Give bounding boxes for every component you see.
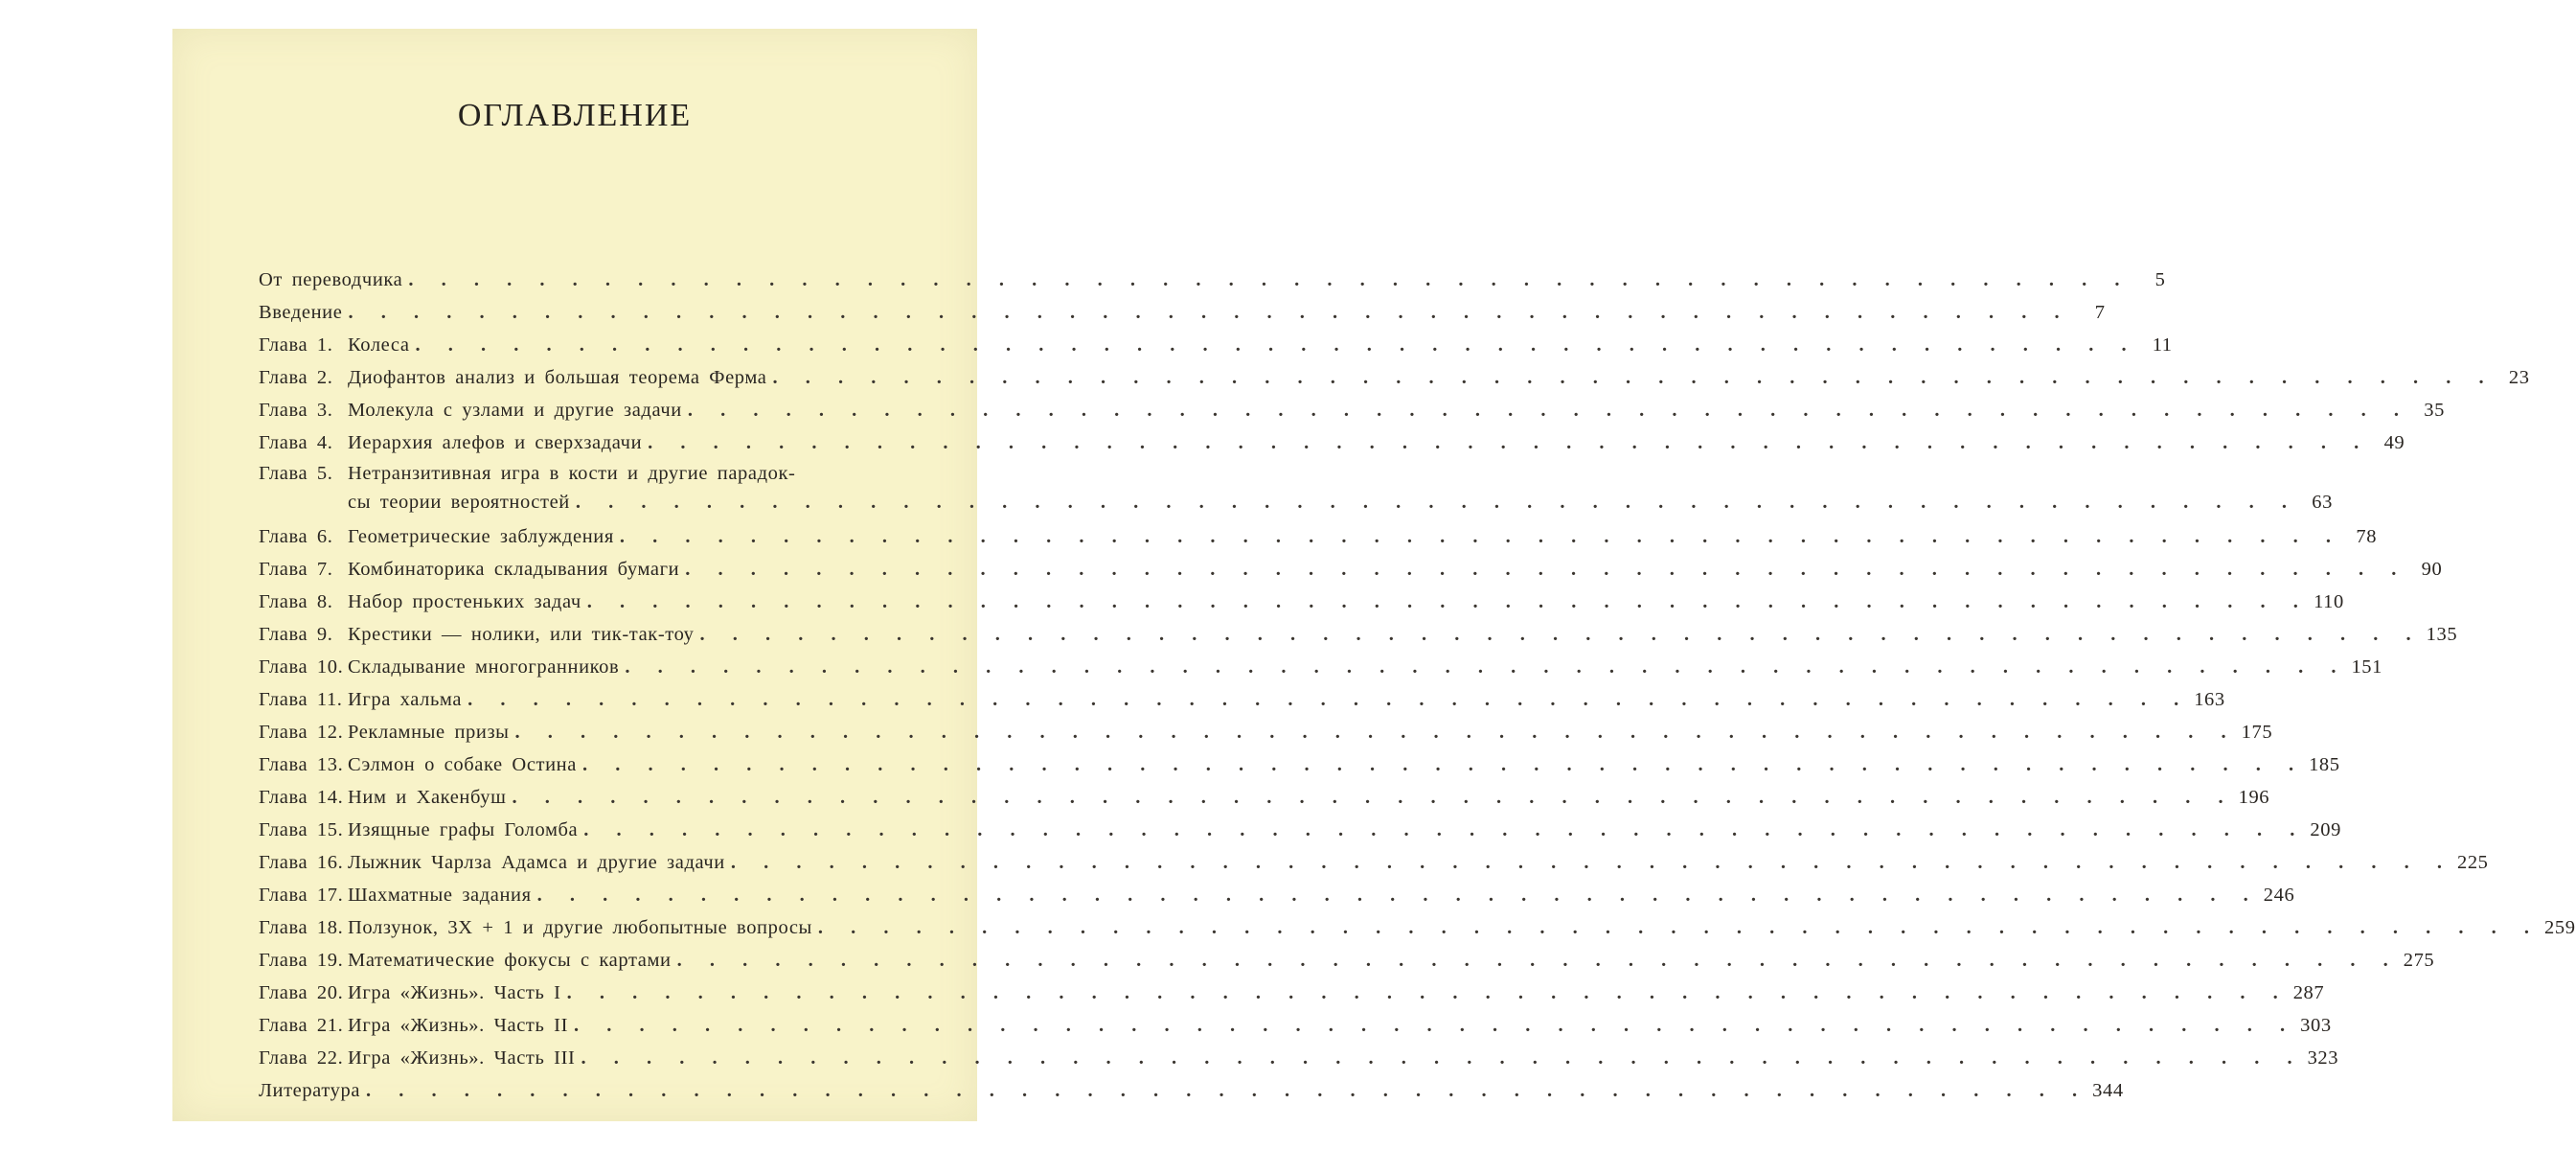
toc-entry: [259, 1042, 2339, 1074]
toc-entry-line: [259, 586, 2344, 618]
toc-entry-label: [259, 911, 812, 944]
chapter-number: Глава 1.: [259, 334, 333, 356]
toc-entry-label: [259, 618, 695, 651]
toc-entry-line: [259, 814, 2341, 846]
toc-entry-line: [259, 329, 2173, 361]
toc-entry-label: [259, 716, 510, 748]
chapter-title: Игра «Жизнь». Часть II: [348, 1015, 568, 1036]
chapter-number: Глава 5.: [259, 463, 333, 484]
toc-entry-label: [259, 748, 577, 781]
chapter-number: Глава 2.: [259, 367, 333, 388]
toc-entry-label: [259, 296, 342, 329]
toc-entry: [259, 651, 2382, 683]
toc-entry: [259, 716, 2273, 748]
dot-leader: . . . . . . . . . . . . . . . . . . . . . . . . . . . . . . . . . . . . . . . . . . . . . . . . . . . . .: [772, 367, 2494, 388]
page-number: 135: [2426, 624, 2458, 645]
toc-entry-line: [259, 977, 2325, 1009]
chapter-title: Ним и Хакенбуш: [348, 787, 507, 808]
chapter-title: Изящные графы Голомба: [348, 819, 579, 840]
toc-entry-label: [259, 944, 672, 977]
chapter-title: Шахматные задания: [348, 885, 532, 906]
toc-entry-label: [259, 459, 795, 488]
chapter-number: Глава 11.: [259, 689, 343, 710]
chapter-title: Диофантов анализ и большая теорема Ферма: [348, 367, 767, 388]
toc-entry: [259, 329, 2173, 361]
chapter-title: Крестики — нолики, или тик-так-тоу: [348, 624, 695, 645]
toc-entry-label: [259, 1074, 360, 1107]
dot-leader: . . . . . . . . . . . . . . . . . . . . . . . . . . . . . . . . . . . . . . . . . . . . . . . . . . . . .: [514, 722, 2236, 743]
page-number: 344: [2092, 1080, 2124, 1101]
page-number: 90: [2421, 559, 2443, 580]
chapter-number: Глава 8.: [259, 591, 333, 612]
toc-entry-label: [259, 361, 766, 394]
toc-entry-line: [259, 394, 2445, 426]
chapter-number: Глава 15.: [259, 819, 344, 840]
toc-entry-label: [259, 394, 682, 426]
chapter-number: Глава 20.: [259, 982, 344, 1003]
dot-leader: . . . . . . . . . . . . . . . . . . . . . . . . . . . . . . . . . . . . . . . . . . . . . . . . . . . . .: [574, 1015, 2295, 1036]
chapter-title: Молекула с узлами и другие задачи: [348, 400, 682, 421]
dot-leader: . . . . . . . . . . . . . . . . . . . . . . . . . . . . . . . . . . . . . . . . . . . . . . . . . . . . .: [467, 689, 2189, 710]
toc-entry-label: [259, 520, 614, 553]
dot-leader: . . . . . . . . . . . . . . . . . . . . . . . . . . . . . . . . . . . . . . . . . . . . . . . . . . . . .: [687, 400, 2408, 421]
page-number: 275: [2403, 950, 2435, 971]
toc-entry-line: [259, 264, 2166, 296]
page-number: 196: [2238, 787, 2270, 808]
toc-entry-line: [259, 781, 2270, 814]
book-page: [172, 29, 2576, 1121]
chapter-title: Лыжник Чарлза Адамса и другие задачи: [348, 852, 725, 873]
toc-entry-line: [259, 716, 2273, 748]
dot-leader: . . . . . . . . . . . . . . . . . . . . . . . . . . . . . . . . . . . . . . . . . . . . . . . . . . . . .: [348, 302, 2069, 323]
toc-entry-line: [259, 426, 2405, 459]
toc-entry-line: [259, 944, 2435, 977]
page-number: 63: [2312, 492, 2333, 513]
toc-entry-label: [259, 264, 402, 296]
toc-entry-line: [259, 1074, 2124, 1107]
page-number: 225: [2456, 852, 2489, 873]
toc-entry-line: [259, 846, 2489, 879]
toc-entry-line: [259, 618, 2458, 651]
toc-entry-label: [259, 651, 619, 683]
chapter-number: Глава 22.: [259, 1047, 344, 1069]
page-number: 23: [2508, 367, 2530, 388]
page-number: 287: [2292, 982, 2325, 1003]
chapter-number: Глава 10.: [259, 656, 344, 678]
chapter-title: Сэлмон о собаке Остина: [348, 754, 577, 775]
table-of-contents: [259, 264, 2576, 1107]
chapter-title-continued: сы теории вероятностей: [348, 492, 570, 513]
dot-leader: . . . . . . . . . . . . . . . . . . . . . . . . . . . . . . . . . . . . . . . . . . . . . . . . . . . . .: [648, 432, 2369, 453]
toc-entry: [259, 459, 2333, 517]
toc-entry: [259, 683, 2225, 716]
toc-entry-line: [259, 748, 2340, 781]
dot-leader: . . . . . . . . . . . . . . . . . . . . . . . . . . . . . . . . . . . . . . . . . . . . . . . . . . . . .: [619, 526, 2341, 547]
toc-entry: [259, 361, 2530, 394]
chapter-title: Геометрические заблуждения: [348, 526, 614, 547]
toc-entry: [259, 781, 2270, 814]
page-number: 11: [2152, 334, 2173, 356]
chapter-title: Складывание многогранников: [348, 656, 620, 678]
toc-entry: [259, 977, 2325, 1009]
page-number: 151: [2351, 656, 2382, 678]
toc-entry-label: [259, 683, 462, 716]
toc-entry-label: [259, 329, 410, 361]
chapter-title: Нетранзитивная игра в кости и другие парадок-: [348, 463, 796, 484]
dot-leader: . . . . . . . . . . . . . . . . . . . . . . . . . . . . . . . . . . . . . . . . . . . . . . . . . . . . .: [699, 624, 2421, 645]
toc-entry-line: [259, 1009, 2332, 1042]
page-number: 7: [2094, 302, 2106, 323]
dot-leader: . . . . . . . . . . . . . . . . . . . . . . . . . . . . . . . . . . . . . . . . . . . . . . . . . . . . .: [581, 754, 2304, 775]
chapter-number: Глава 6.: [259, 526, 333, 547]
toc-entry-label: [259, 781, 506, 814]
chapter-title: Ползунок, 3X + 1 и другие любопытные вопросы: [348, 917, 812, 938]
toc-entry: [259, 296, 2106, 329]
chapter-number: Глава 17.: [259, 885, 344, 906]
chapter-number: Глава 21.: [259, 1015, 344, 1036]
toc-entry-label: [259, 1009, 568, 1042]
toc-entry: [259, 879, 2295, 911]
toc-entry-line: [259, 1042, 2339, 1074]
page-number: 303: [2300, 1015, 2332, 1036]
dot-leader: . . . . . . . . . . . . . . . . . . . . . . . . . . . . . . . . . . . . . . . . . . . . . . . . . . . . .: [415, 334, 2136, 356]
toc-entry-label: [259, 814, 578, 846]
toc-entry: [259, 748, 2340, 781]
dot-leader: . . . . . . . . . . . . . . . . . . . . . . . . . . . . . . . . . . . . . . . . . . . . . . . . . . . . .: [586, 591, 2308, 612]
dot-leader: . . . . . . . . . . . . . . . . . . . . . . . . . . . . . . . . . . . . . . . . . . . . . . . . . . . . .: [730, 852, 2451, 873]
toc-entry: [259, 618, 2458, 651]
toc-entry: [259, 553, 2443, 586]
chapter-title: Литература: [259, 1080, 361, 1101]
toc-entry-line: [259, 488, 2333, 517]
chapter-title: Колеса: [348, 334, 410, 356]
chapter-title: Рекламные призы: [348, 722, 510, 743]
chapter-title: Игра хальма: [348, 689, 463, 710]
dot-leader: . . . . . . . . . . . . . . . . . . . . . . . . . . . . . . . . . . . . . . . . . . . . . . . . . . . . .: [817, 917, 2540, 938]
page-number: 246: [2263, 885, 2295, 906]
page-number: 163: [2194, 689, 2225, 710]
chapter-number: Глава 3.: [259, 400, 333, 421]
page-title: ОГЛАВЛЕНИЕ: [457, 98, 693, 133]
toc-entry: [259, 520, 2378, 553]
toc-entry-label: [259, 586, 581, 618]
toc-entry: [259, 394, 2445, 426]
chapter-title: Игра «Жизнь». Часть I: [348, 982, 561, 1003]
toc-entry-line: [259, 296, 2106, 329]
toc-entry-label: [259, 1042, 575, 1074]
chapter-title: Комбинаторика складывания бумаги: [348, 559, 680, 580]
page-number: 323: [2307, 1047, 2339, 1069]
toc-entry-line: [259, 879, 2295, 911]
dot-leader: . . . . . . . . . . . . . . . . . . . . . . . . . . . . . . . . . . . . . . . . . . . . . . . . . . . . .: [676, 950, 2398, 971]
toc-entry: [259, 1009, 2332, 1042]
dot-leader: . . . . . . . . . . . . . . . . . . . . . . . . . . . . . . . . . . . . . . . . . . . . . . . . . . . . .: [512, 787, 2233, 808]
chapter-number: Глава 7.: [259, 559, 333, 580]
toc-entry-line: [259, 651, 2382, 683]
chapter-number: Глава 19.: [259, 950, 344, 971]
chapter-title: Набор простеньких задач: [348, 591, 581, 612]
chapter-title: От переводчика: [259, 269, 403, 290]
toc-entry-label: [259, 977, 561, 1009]
page-number: 78: [2356, 526, 2378, 547]
dot-leader: . . . . . . . . . . . . . . . . . . . . . . . . . . . . . . . . . . . . . . . . . . . . . . . . . . . . .: [625, 656, 2346, 678]
dot-leader: . . . . . . . . . . . . . . . . . . . . . . . . . . . . . . . . . . . . . . . . . . . . . . . . . . . . .: [566, 982, 2288, 1003]
page-number: 35: [2424, 400, 2445, 421]
toc-entry-line: [259, 553, 2443, 586]
dot-leader: . . . . . . . . . . . . . . . . . . . . . . . . . . . . . . . . . . . . . . . . . . . . . . . . . . . . .: [685, 559, 2406, 580]
toc-entry-line: [259, 520, 2378, 553]
dot-leader: . . . . . . . . . . . . . . . . . . . . . . . . . . . . . . . . . . . . . . . . . . . . . . . . . . . . .: [575, 492, 2296, 513]
chapter-number: Глава 4.: [259, 432, 333, 453]
page-number: 259: [2544, 917, 2576, 938]
page-number: 110: [2314, 591, 2344, 612]
page-number: 185: [2309, 754, 2340, 775]
toc-entry: [259, 426, 2405, 459]
page-number: 5: [2154, 269, 2166, 290]
toc-entry: [259, 846, 2489, 879]
toc-entry-label: [259, 426, 642, 459]
toc-entry-line: [259, 459, 941, 488]
chapter-number: Глава 16.: [259, 852, 344, 873]
chapter-title: Введение: [259, 302, 343, 323]
toc-entry-line: [259, 911, 2576, 944]
chapter-number: Глава 18.: [259, 917, 344, 938]
toc-entry: [259, 911, 2576, 944]
toc-entry-label: [259, 846, 725, 879]
dot-leader: . . . . . . . . . . . . . . . . . . . . . . . . . . . . . . . . . . . . . . . . . . . . . . . . . . . . .: [583, 819, 2305, 840]
toc-entry-line: [259, 683, 2225, 716]
dot-leader: . . . . . . . . . . . . . . . . . . . . . . . . . . . . . . . . . . . . . . . . . . . . . . . . . . . . .: [408, 269, 2130, 290]
chapter-number: Глава 9.: [259, 624, 333, 645]
page-number: 49: [2383, 432, 2405, 453]
chapter-title: Игра «Жизнь». Часть III: [348, 1047, 576, 1069]
toc-entry-label: [259, 879, 532, 911]
toc-entry: [259, 944, 2435, 977]
chapter-number: Глава 12.: [259, 722, 344, 743]
chapter-title: Математические фокусы с картами: [348, 950, 672, 971]
toc-entry-label: [259, 488, 570, 517]
page-number: 175: [2241, 722, 2273, 743]
dot-leader: . . . . . . . . . . . . . . . . . . . . . . . . . . . . . . . . . . . . . . . . . . . . . . . . . . . . .: [366, 1080, 2087, 1101]
toc-entry: [259, 264, 2166, 296]
toc-entry: [259, 586, 2344, 618]
chapter-title: Иерархия алефов и сверхзадачи: [348, 432, 643, 453]
chapter-number: Глава 13.: [259, 754, 344, 775]
toc-entry: [259, 814, 2341, 846]
toc-entry-line: [259, 361, 2530, 394]
dot-leader: . . . . . . . . . . . . . . . . . . . . . . . . . . . . . . . . . . . . . . . . . . . . . . . . . . . . .: [581, 1047, 2302, 1069]
toc-entry-label: [259, 553, 679, 586]
toc-entry: [259, 1074, 2124, 1107]
chapter-number: Глава 14.: [259, 787, 344, 808]
page-number: 209: [2310, 819, 2341, 840]
dot-leader: . . . . . . . . . . . . . . . . . . . . . . . . . . . . . . . . . . . . . . . . . . . . . . . . . . . . .: [536, 885, 2258, 906]
